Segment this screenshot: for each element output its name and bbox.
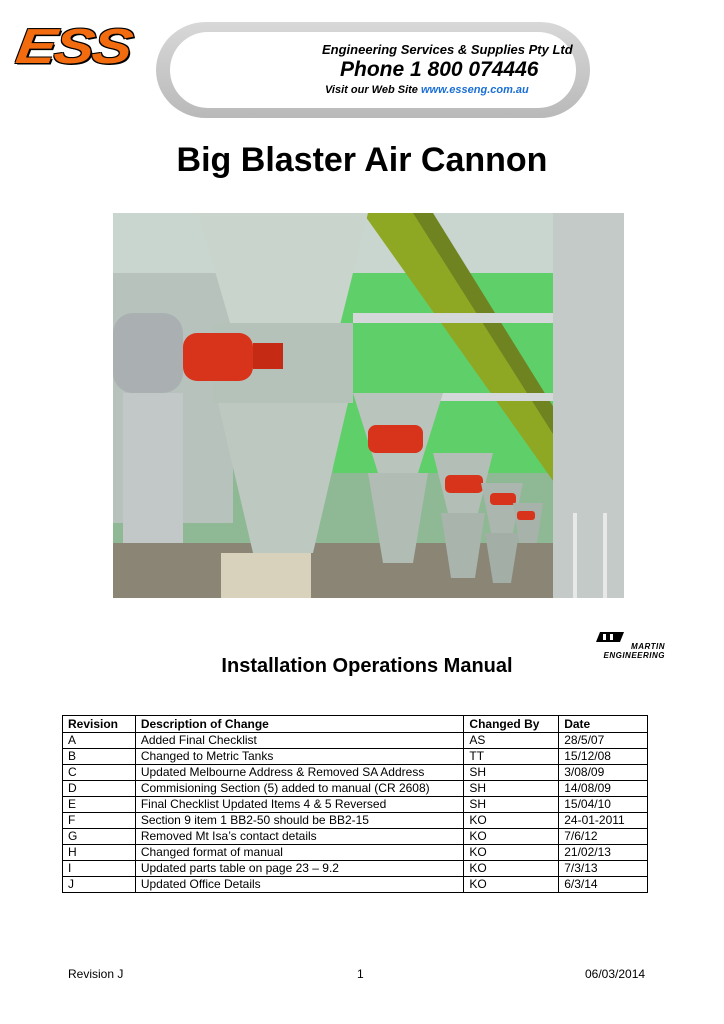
date-cell: 7/3/13 bbox=[559, 861, 648, 877]
date-cell: 15/12/08 bbox=[559, 749, 648, 765]
website-prefix: Visit our Web Site bbox=[325, 84, 418, 96]
description-cell: Added Final Checklist bbox=[135, 733, 464, 749]
martin-word: MARTIN bbox=[631, 642, 665, 651]
table-row bbox=[63, 845, 648, 861]
revision-cell: B bbox=[63, 749, 136, 765]
footer-revision: Revision J bbox=[68, 967, 124, 981]
revision-cell: D bbox=[63, 781, 136, 797]
document-subtitle: Installation Operations Manual bbox=[221, 655, 513, 677]
date-cell: 28/5/07 bbox=[559, 733, 648, 749]
changed-by-cell: KO bbox=[464, 813, 559, 829]
date-cell: 24-01-2011 bbox=[559, 813, 648, 829]
changed-by-cell: KO bbox=[464, 861, 559, 877]
company-phone: Phone 1 800 074446 bbox=[340, 58, 539, 81]
changed-by-cell: KO bbox=[464, 829, 559, 845]
header-revision: Revision bbox=[63, 716, 136, 733]
table-row bbox=[63, 877, 648, 893]
company-website bbox=[325, 84, 529, 96]
table-row bbox=[63, 765, 648, 781]
table-row bbox=[63, 813, 648, 829]
changed-by-cell: SH bbox=[464, 797, 559, 813]
description-cell: Updated Melbourne Address & Removed SA Address bbox=[135, 765, 464, 781]
air-cannon-photo bbox=[113, 213, 624, 598]
revision-history-table bbox=[62, 715, 648, 893]
header-description: Description of Change bbox=[135, 716, 464, 733]
changed-by-cell: SH bbox=[464, 765, 559, 781]
ess-logo-text: ESS bbox=[12, 18, 135, 74]
date-cell: 15/04/10 bbox=[559, 797, 648, 813]
table-header-row bbox=[63, 716, 648, 733]
description-cell: Section 9 item 1 BB2-50 should be BB2-15 bbox=[135, 813, 464, 829]
table-row bbox=[63, 781, 648, 797]
description-cell: Updated parts table on page 23 – 9.2 bbox=[135, 861, 464, 877]
revision-cell: F bbox=[63, 813, 136, 829]
table-row bbox=[63, 829, 648, 845]
changed-by-cell: SH bbox=[464, 781, 559, 797]
website-url: www.esseng.com.au bbox=[420, 84, 529, 96]
table-row bbox=[63, 749, 648, 765]
revision-cell: J bbox=[63, 877, 136, 893]
company-name: Engineering Services & Supplies Pty Ltd bbox=[322, 42, 573, 57]
description-cell: Changed to Metric Tanks bbox=[135, 749, 464, 765]
revision-cell: H bbox=[63, 845, 136, 861]
engineering-word: ENGINEERING bbox=[603, 651, 665, 660]
header-date: Date bbox=[559, 716, 648, 733]
revision-cell: G bbox=[63, 829, 136, 845]
date-cell: 6/3/14 bbox=[559, 877, 648, 893]
footer-page-number: 1 bbox=[357, 967, 364, 981]
table-row bbox=[63, 733, 648, 749]
description-cell: Updated Office Details bbox=[135, 877, 464, 893]
date-cell: 7/6/12 bbox=[559, 829, 648, 845]
air-cannon-installation-photo-icon bbox=[113, 213, 624, 598]
description-cell: Final Checklist Updated Items 4 & 5 Reversed bbox=[135, 797, 464, 813]
table-row bbox=[63, 861, 648, 877]
table-row bbox=[63, 797, 648, 813]
header-changed-by: Changed By bbox=[464, 716, 559, 733]
changed-by-cell: AS bbox=[464, 733, 559, 749]
revision-cell: E bbox=[63, 797, 136, 813]
revision-cell: I bbox=[63, 861, 136, 877]
date-cell: 14/08/09 bbox=[559, 781, 648, 797]
description-cell: Changed format of manual bbox=[135, 845, 464, 861]
changed-by-cell: KO bbox=[464, 877, 559, 893]
changed-by-cell: KO bbox=[464, 845, 559, 861]
revision-cell: A bbox=[63, 733, 136, 749]
description-cell: Removed Mt Isa’s contact details bbox=[135, 829, 464, 845]
description-cell: Commisioning Section (5) added to manual (CR 2608) bbox=[135, 781, 464, 797]
date-cell: 3/08/09 bbox=[559, 765, 648, 781]
footer-date: 06/03/2014 bbox=[585, 967, 646, 981]
date-cell: 21/02/13 bbox=[559, 845, 648, 861]
changed-by-cell: TT bbox=[464, 749, 559, 765]
revision-cell: C bbox=[63, 765, 136, 781]
document-title: Big Blaster Air Cannon bbox=[176, 141, 548, 179]
